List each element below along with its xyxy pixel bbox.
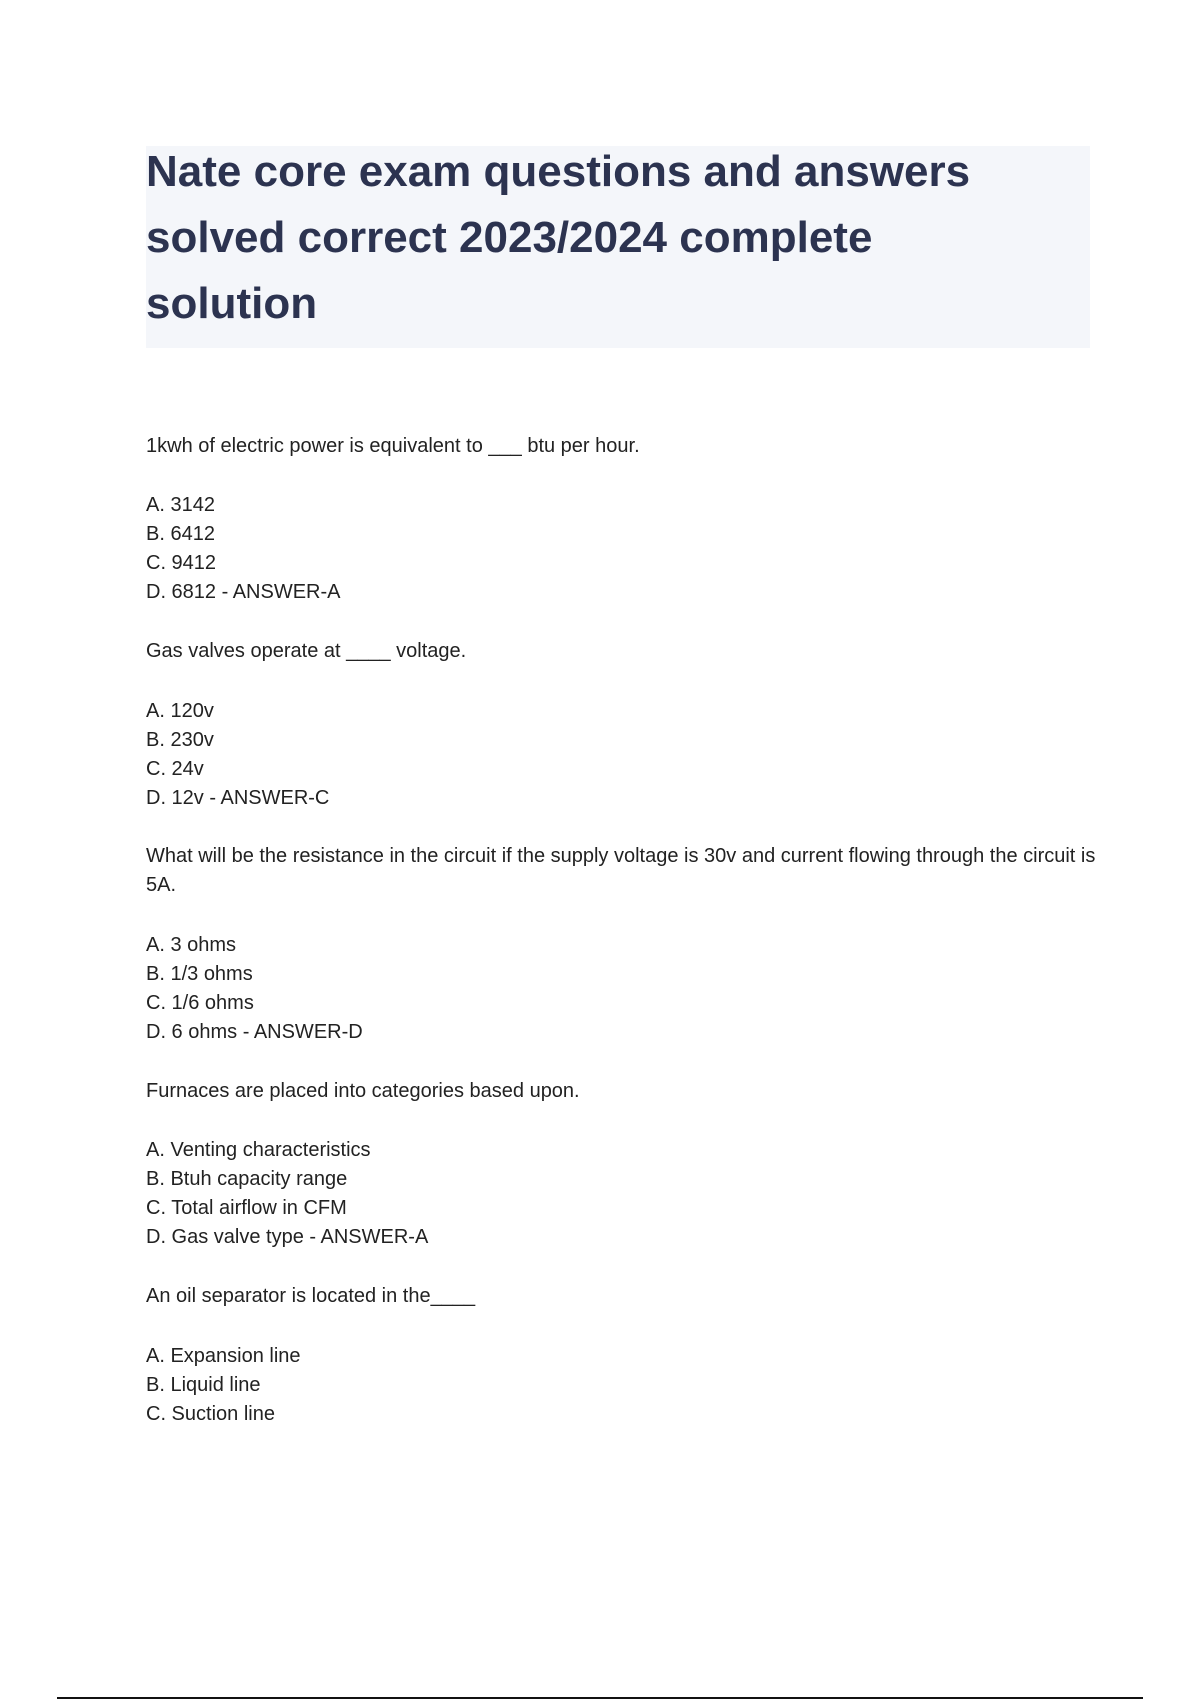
question-4-option-c: C. Total airflow in CFM [146, 1197, 347, 1219]
question-1-option-a: A. 3142 [146, 494, 215, 516]
question-2-option-d-answer: D. 12v - ANSWER-C [146, 787, 330, 809]
question-2-option-a: A. 120v [146, 700, 214, 722]
question-1-option-c: C. 9412 [146, 552, 217, 574]
question-3-option-d-answer: D. 6 ohms - ANSWER-D [146, 1021, 363, 1043]
question-3-option-a: A. 3 ohms [146, 934, 237, 956]
question-2-option-c: C. 24v [146, 758, 204, 780]
question-3-prompt: What will be the resistance in the circuit if the supply voltage is 30v and current flowing through the circuit is 5A. [146, 845, 1096, 896]
question-2-option-b: B. 230v [146, 729, 214, 751]
document-title-line-3: solution [146, 279, 318, 328]
question-4-prompt: Furnaces are placed into categories based upon. [146, 1080, 580, 1102]
question-1-option-d-answer: D. 6812 - ANSWER-A [146, 581, 341, 603]
question-1-prompt: 1kwh of electric power is equivalent to ___ btu per hour. [146, 435, 640, 457]
question-4-option-a: A. Venting characteristics [146, 1139, 371, 1161]
footer-divider [57, 1697, 1143, 1699]
question-5-option-b: B. Liquid line [146, 1374, 261, 1396]
question-2-prompt: Gas valves operate at ____ voltage. [146, 640, 467, 662]
question-3-option-b: B. 1/3 ohms [146, 963, 253, 985]
question-4-option-d-answer: D. Gas valve type - ANSWER-A [146, 1226, 429, 1248]
question-4-option-b: B. Btuh capacity range [146, 1168, 348, 1190]
document-title-line-2: solved correct 2023/2024 complete [146, 213, 873, 262]
question-3-option-c: C. 1/6 ohms [146, 992, 254, 1014]
question-1-option-b: B. 6412 [146, 523, 215, 545]
question-5-prompt: An oil separator is located in the____ [146, 1285, 476, 1307]
question-5-option-a: A. Expansion line [146, 1345, 301, 1367]
question-5-option-c: C. Suction line [146, 1403, 275, 1425]
document-title-line-1: Nate core exam questions and answers [146, 147, 971, 196]
